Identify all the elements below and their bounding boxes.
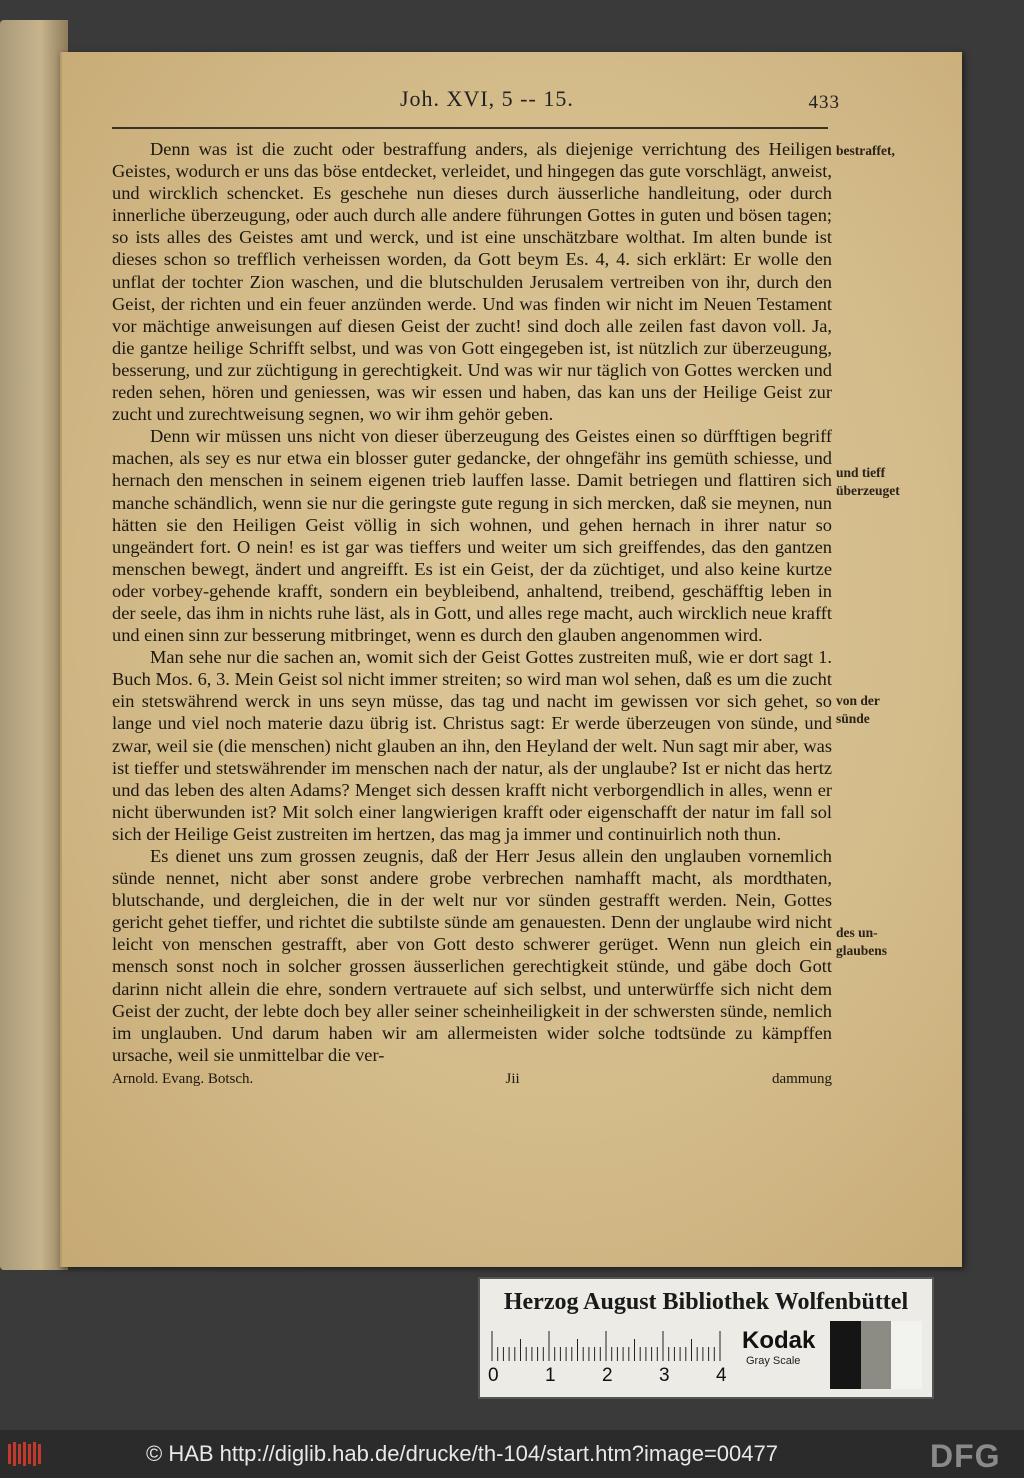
gray-scale-patches (830, 1321, 922, 1389)
paragraph: Man sehe nur die sachen an, womit sich der Geist Gottes zustreiten muß, wie er dort sagt 1. Buch Mos. 6, 3. Mein Geist sol nicht immer streiten; so wird man wol sehen, daß es um die zucht ein stetswährend werck in uns seyn müsse, das tag und nacht im gewissen vor sich gehet, so lange und viel noch materie dazu übrig ist. Christus sagt: Er werde überzeugen von sünde, und zwar, weil sie (die menschen) nicht glauben an ihn, den Heyland der welt. Nun sagt mir aber, was ist tieffer und stetswährender im menschen nach der natur, als der unglaube? Ist er nicht das hertz und das leben des alten Adams? Menget sich dessen krafft nicht verborgendlich in alles, wenn er nicht überwunden ist? Mit solch einer langwierigen krafft oder eigenschafft der natur im fall sol sich der Heilige Geist zustreiten im hertzen, das mag ja immer und continuirlich noth thun. (112, 647, 832, 844)
margin-note: überzeuget (836, 483, 900, 498)
signature-mark: Jii (505, 1070, 520, 1087)
margin-note: des un- (836, 925, 878, 940)
gray-patch (830, 1321, 861, 1389)
ruler-numbers (490, 1365, 734, 1387)
running-head (390, 78, 840, 118)
copyright-link[interactable]: © HAB http://diglib.hab.de/drucke/th-104/start.htm?image=00477 (146, 1441, 778, 1466)
hab-logo-icon (6, 1440, 46, 1468)
kodak-logo: Kodak (742, 1327, 816, 1354)
paragraph: Denn was ist die zucht oder bestraffung anders, als diejenige verrichtung des Heiligen Geistes, wodurch er uns das böse entdecket, verleidet, und hingegen das gute vorschlägt, anweist, und wircklich schencket. Es geschehe nun dieses durch äusserliche handleitung, oder durch innerliche überzeugung, oder auch durch alle andere führungen Gottes in guten und bösen tagen; so ists alles des Geistes amt und werck, und ist eine unschätzbare wolthat. Im alten bunde ist dieses schon so trefflich verheissen worden, da Gott beym Es. 4, 4. sich erklärt: Er wolle den unflat der tochter Zion waschen, und die blutschulden Jerusalem vertreiben von ihr, durch den Geist, der richten und ein feuer anzünden werde. Und was finden wir nicht im Neuen Testament vor mächtige anweisungen auf diesen Geist der zucht! sind doch alle zeilen fast davon voll. Ja, die gantze heilige Schrifft selbst, und was von Gott eingegeben ist, ist nützlich zur überzeugung, besserung, und zur züchtigung in gerechtigkeit. Und was wir nur täglich von Gottes wercken und reden sehen, hören und geniessen, was wir essen und haben, das kan uns der Heilige Geist zur zucht und zurechtweisung segnen, wo wir ihm gehör geben. (112, 139, 832, 425)
dfg-logo: DFG (930, 1438, 1001, 1474)
library-color-target (478, 1277, 934, 1399)
previous-page-edge (0, 20, 68, 1270)
library-name: Herzog August Bibliothek Wolfenbüttel (503, 1289, 909, 1315)
header-rule (112, 127, 828, 129)
page-number: 433 (808, 92, 840, 113)
gray-patch (891, 1321, 922, 1389)
paragraph: Denn wir müssen uns nicht von dieser überzeugung des Geistes einen so dürfftigen begriff machen, als sey es nur etwa ein blosser guter gedancke, der ohngefähr ins gemüth schiesse, und hernach den menschen in seinem eigenen trieb lauffen lasse. Damit betriegen und flattiren sich manche schändlich, wenn sie nur die geringste gute regung in sich mercken, daß sie meynen, nun hätten sie den Heiligen Geist völlig in sich wohnen, und gehen hernach in ihrer natur so ungeändert fort. O nein! es ist gar was tieffers und weiter um sich greiffendes, das den gantzen menschen bewegt, ändert und angreifft. Es ist ein Geist, der da züchtiget, und also keine kurtze oder vorbey-gehende krafft, sondern ein beybleibend, anhaltend, treibend, geschäfftig leben in der seele, das ihm in nichts ruhe läst, als in Gott, und alles rege macht, auch wircklich neue krafft und einen sinn zur besserung mitbringet, wenn es durch den glauben angenommen wird. (112, 426, 832, 646)
gray-scale-caption: Gray Scale (746, 1355, 801, 1367)
margin-note: von der (836, 693, 880, 708)
margin-note: und tieff (836, 465, 886, 480)
page-body (112, 138, 832, 1090)
viewer-footer (0, 1430, 1024, 1478)
margin-note: bestraffet, (836, 143, 895, 158)
catchword: dammung (771, 1070, 832, 1087)
ruler-ticks (490, 1327, 734, 1361)
ruler-scale (490, 1327, 734, 1391)
ruler-number: 3 (659, 1365, 670, 1386)
paragraph: Es dienet uns zum grossen zeugnis, daß der Herr Jesus allein den unglauben vornemlich sünde nennet, nicht aber sonst andere grobe verbrechen namhafft macht, als mordthaten, blutschande, und dergleichen, die in der welt nur vor sünden gestrafft werden. Nein, Gottes gericht gehet tieffer, und richtet die subtilste sünde am genauesten. Denn der unglaube wird nicht leicht von menschen gestrafft, aber von Gott desto schwerer gerüget. Wenn nun gleich ein mensch sonst noch in solcher grossen äusserlichen gerechtigkeit stünde, und gäbe doch Gott darinn nicht allein die ehre, sondern vertrauete auf sich selbst, und unterwürffe sich nicht dem Geist der zucht, der lebte doch bey aller seiner scheinheiligkeit in der schwersten sünde, nemlich im unglauben. Und darum haben wir am allermeisten wider solche todtsünde zu kämpffen ursache, weil sie unmittelbar die ver- (112, 846, 832, 1065)
margin-note: glaubens (836, 943, 888, 958)
page-footer-line (112, 1068, 832, 1090)
ruler-number: 2 (602, 1365, 613, 1386)
footer-title: Arnold. Evang. Botsch. (112, 1070, 254, 1087)
ruler-number: 4 (716, 1365, 727, 1386)
ruler-number: 0 (488, 1365, 499, 1386)
ruler-number: 1 (545, 1365, 556, 1386)
running-head-title: Joh. XVI, 5 -- 15. (400, 86, 574, 111)
margin-note: sünde (836, 711, 870, 726)
gray-patch (861, 1321, 892, 1389)
